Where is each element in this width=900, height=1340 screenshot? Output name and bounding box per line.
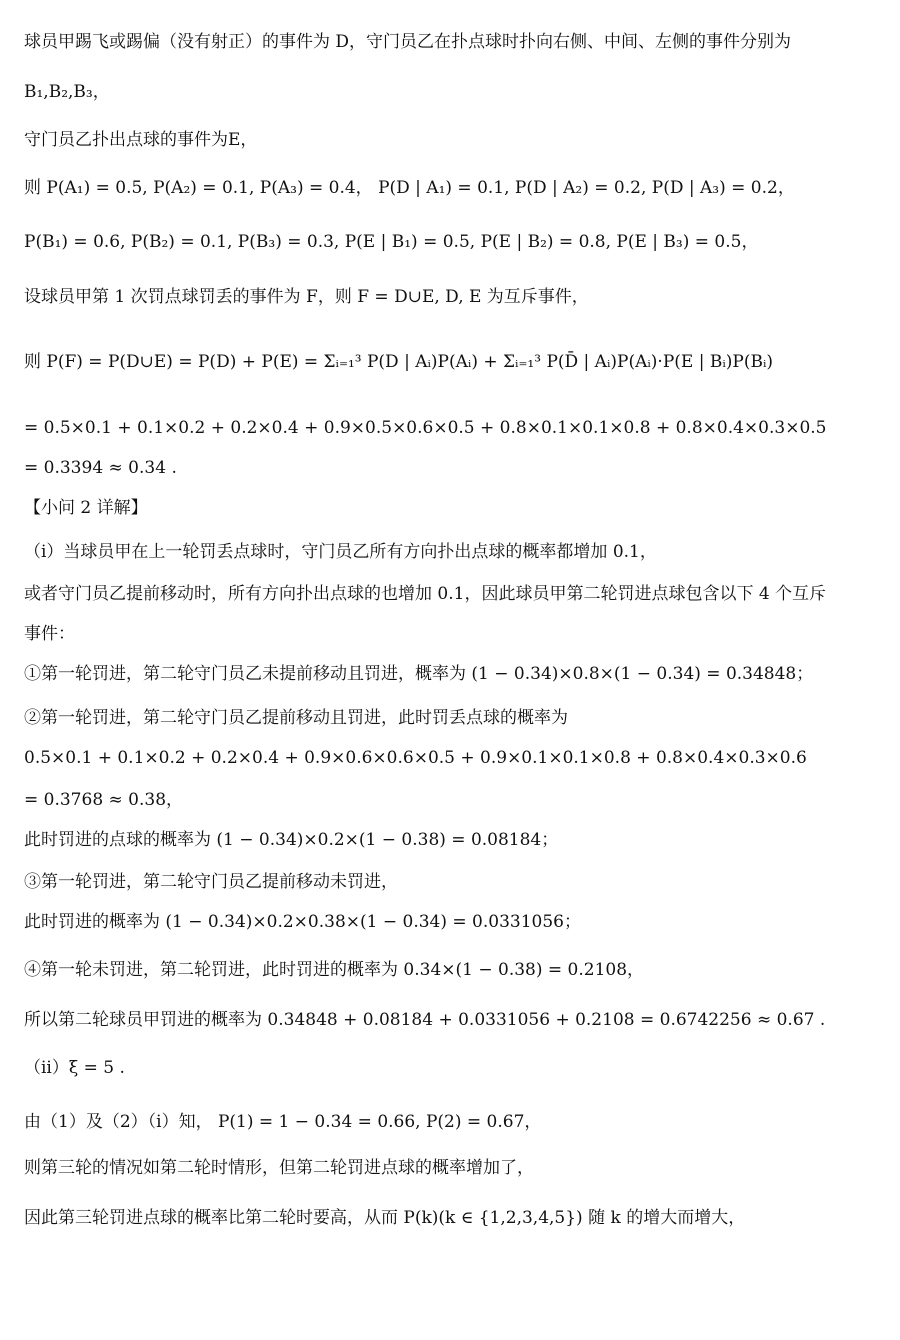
text-line: 或者守门员乙提前移动时，所有方向扑出点球的也增加 0.1，因此球员甲第二轮罚进点球包含以下 4 个互斥	[24, 584, 827, 604]
text-line: ③第一轮罚进，第二轮守门员乙提前移动未罚进，	[24, 872, 398, 892]
text-line: （i）当球员甲在上一轮罚丢点球时，守门员乙所有方向扑出点球的概率都增加 0.1，	[24, 542, 657, 562]
text-line: ②第一轮罚进，第二轮守门员乙提前移动且罚进，此时罚丢点球的概率为	[24, 708, 568, 728]
text-line: 所以第二轮球员甲罚进的概率为 0.34848 + 0.08184 + 0.0331056 + 0.2108 = 0.6742256 ≈ 0.67 .	[24, 1010, 826, 1030]
text-line: 由（1）及（2）（i）知， P(1) = 1 − 0.34 = 0.66, P(2) = 0.67，	[24, 1112, 542, 1132]
text-line: ④第一轮未罚进，第二轮罚进，此时罚进的概率为 0.34×(1 − 0.38) = 0.2108，	[24, 960, 645, 980]
text-line: 则 P(F) = P(D∪E) = P(D) + P(E) = Σᵢ₌₁³ P(D | Aᵢ)P(Aᵢ) + Σᵢ₌₁³ P(D̄ | Aᵢ)P(Aᵢ)·P(E | Bᵢ)P(Bᵢ)	[24, 352, 773, 372]
section-heading: 【小问 2 详解】	[24, 498, 148, 518]
text-line: ①第一轮罚进，第二轮守门员乙未提前移动且罚进，概率为 (1 − 0.34)×0.8×(1 − 0.34) = 0.34848；	[24, 664, 814, 684]
text-line: 此时罚进的概率为 (1 − 0.34)×0.2×0.38×(1 − 0.34) = 0.0331056；	[24, 912, 581, 932]
text-line: 守门员乙扑出点球的事件为E，	[24, 130, 258, 150]
text-line: 0.5×0.1 + 0.1×0.2 + 0.2×0.4 + 0.9×0.6×0.6×0.5 + 0.9×0.1×0.1×0.8 + 0.8×0.4×0.3×0.6	[24, 748, 807, 768]
text-line: 因此第三轮罚进点球的概率比第二轮时要高，从而 P(k)(k ∈ {1,2,3,4,5}) 随 k 的增大而增大，	[24, 1208, 746, 1228]
text-line: 球员甲踢飞或踢偏（没有射正）的事件为 D，守门员乙在扑点球时扑向右侧、中间、左侧的事件分别为	[24, 32, 792, 52]
text-line: P(B₁) = 0.6, P(B₂) = 0.1, P(B₃) = 0.3, P(E | B₁) = 0.5, P(E | B₂) = 0.8, P(E | B₃) = 0.5，	[24, 232, 759, 252]
text-line: 事件：	[24, 624, 75, 644]
text-line: （ii）ξ = 5 .	[24, 1058, 125, 1078]
text-line: = 0.5×0.1 + 0.1×0.2 + 0.2×0.4 + 0.9×0.5×0.6×0.5 + 0.8×0.1×0.1×0.8 + 0.8×0.4×0.3×0.5	[24, 418, 827, 438]
text-line: 则 P(A₁) = 0.5, P(A₂) = 0.1, P(A₃) = 0.4， P(D | A₁) = 0.1, P(D | A₂) = 0.2, P(D | A₃) = 0.2，	[24, 178, 795, 198]
text-line: = 0.3768 ≈ 0.38，	[24, 790, 184, 810]
text-line: 此时罚进的点球的概率为 (1 − 0.34)×0.2×(1 − 0.38) = 0.08184；	[24, 830, 559, 850]
text-line: = 0.3394 ≈ 0.34 .	[24, 458, 177, 478]
text-line: 设球员甲第 1 次罚点球罚丢的事件为 F，则 F = D∪E, D, E 为互斥事件，	[24, 287, 589, 307]
text-line: B₁,B₂,B₃，	[24, 82, 110, 102]
text-line: 则第三轮的情况如第二轮时情形，但第二轮罚进点球的概率增加了，	[24, 1158, 534, 1178]
